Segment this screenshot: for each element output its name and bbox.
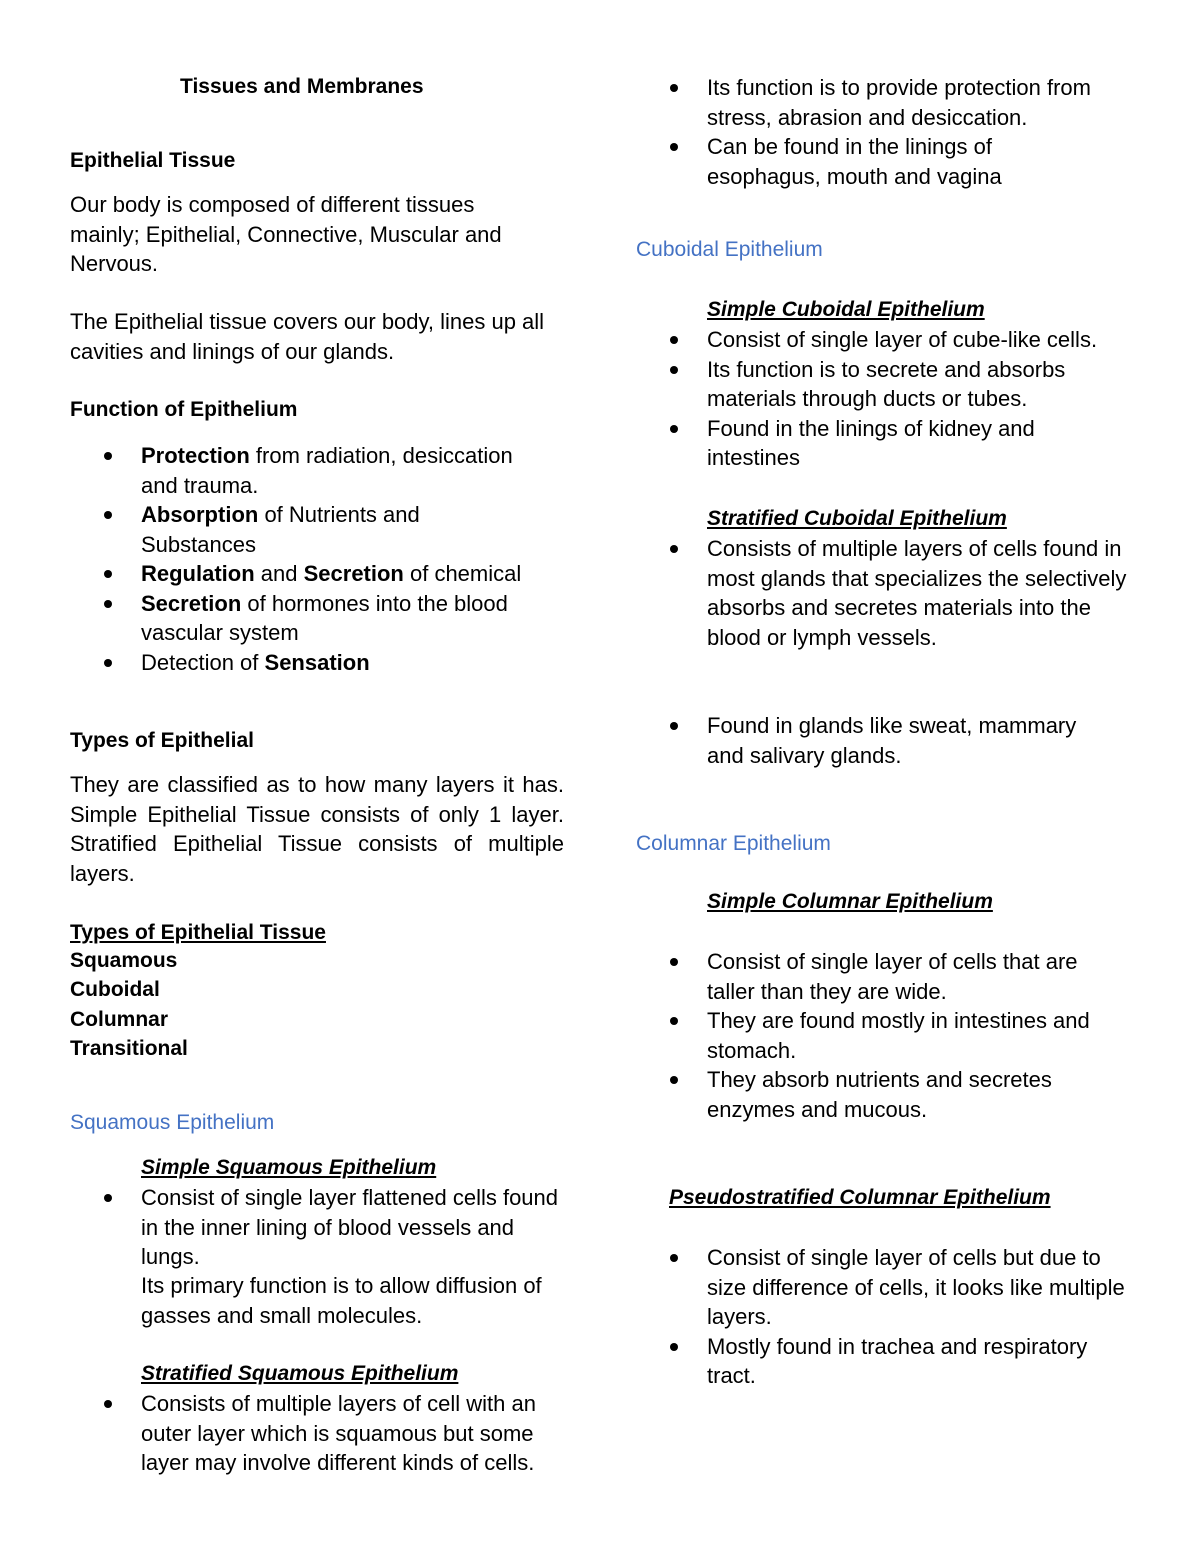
list-item [636,1332,1127,1391]
function-text: of chemical [403,561,522,586]
list-item [70,648,551,678]
intro-paragraph-2: The Epithelial tissue covers our body, lines up all cavities and linings of our glands. [70,309,545,364]
list-item-text: They are found mostly in intestines and stomach. [707,1008,1090,1063]
list-item-text: Found in glands like sweat, mammary and salivary glands. [707,713,1077,768]
list-item [636,534,1132,652]
types-tissue-heading: Types of Epithelial Tissue [70,921,326,944]
pseudostratified-list [636,1243,1156,1391]
type-transitional: Transitional [70,1037,188,1060]
squamous-heading: Squamous Epithelium [70,1111,275,1134]
types-heading: Types of Epithelial [70,729,254,752]
list-item-text: Consists of multiple layers of cell with an outer layer which is squamous but some layer may involve different kinds of cells. [141,1391,536,1475]
function-text: Detection of [141,649,265,675]
function-text: of Nutrients and Substances [141,502,420,557]
pseudostratified-heading: Pseudostratified Columnar Epithelium [669,1186,1051,1209]
list-item [70,500,481,559]
simple-cuboidal-list [636,325,1156,473]
epithelial-tissue-heading: Epithelial Tissue [70,149,236,172]
list-item-text: Found in the linings of kidney and intestines [707,415,1035,470]
list-item [636,73,1127,132]
list-item [636,1006,1127,1065]
columnar-heading: Columnar Epithelium [636,832,831,855]
function-text: of hormones into the blood vascular system [141,590,508,645]
list-item [636,711,1117,770]
function-text: and [254,561,304,586]
list-item [70,1183,566,1272]
types-paragraph: They are classified as to how many layers it has. Simple Epithelial Tissue consists of only 1 layer. Stratified Epithelial Tissue consists of multiple layers. [70,772,564,886]
list-item [70,589,551,648]
simple-columnar-heading: Simple Columnar Epithelium [707,890,993,913]
list-item-text: Its function is to secrete and absorbs materials through ducts or tubes. [707,356,1066,411]
list-item [636,1065,1107,1124]
list-item [70,1389,566,1478]
list-item [636,947,1112,1006]
list-item [636,414,1077,473]
function-bold-term: Regulation [141,561,255,586]
simple-columnar-list [636,947,1156,1124]
stratified-squamous-list [70,1389,570,1478]
list-item-text: Consist of single layer of cube-like cells. [707,327,1098,352]
function-bold-term: Protection [141,443,250,468]
intro-paragraph-1: Our body is composed of different tissues mainly; Epithelial, Connective, Muscular and Nervous. [70,192,502,276]
list-item [636,1243,1137,1332]
list-item [70,559,561,589]
type-squamous: Squamous [70,949,178,972]
simple-squamous-heading: Simple Squamous Epithelium [141,1156,437,1179]
function-bold-term: Absorption [141,502,259,527]
function-list [70,441,570,677]
stratified-cuboidal-list [636,534,1156,652]
list-item [636,325,1152,355]
list-item-text: Mostly found in trachea and respiratory tract. [707,1333,1088,1388]
list-item-text: Its function is to provide protection from stress, abrasion and desiccation. [707,75,1091,130]
type-columnar: Columnar [70,1008,169,1031]
stratified-cuboidal-list-2 [636,711,1156,770]
page-title: Tissues and Membranes [180,75,424,98]
function-bold-term: Secretion [141,590,242,616]
list-item-text: Consist of single layer of cells that are taller than they are wide. [707,949,1078,1004]
list-item-text: Can be found in the linings of esophagus, mouth and vagina [707,134,1002,189]
function-bold-term: Secretion [303,561,404,586]
function-bold-term: Sensation [264,649,370,675]
list-item-text: Consist of single layer flattened cells found in the inner lining of blood vessels and lungs. [141,1185,559,1269]
list-item [70,441,541,500]
squamous-continued-list [636,73,1156,191]
list-item-text: They absorb nutrients and secretes enzymes and mucous. [707,1067,1052,1122]
list-item [636,132,1047,191]
simple-cuboidal-heading: Simple Cuboidal Epithelium [707,298,985,321]
simple-squamous-list [70,1183,570,1272]
type-cuboidal: Cuboidal [70,978,160,1001]
list-item-text: Consists of multiple layers of cells found in most glands that specializes the selectively absorbs and secretes materials into the blood or lymph vessels. [707,536,1127,650]
cuboidal-heading: Cuboidal Epithelium [636,238,823,261]
function-heading: Function of Epithelium [70,398,298,421]
list-item [636,355,1107,414]
function-text: from radiation, desiccation and trauma. [141,443,513,498]
stratified-squamous-heading: Stratified Squamous Epithelium [141,1362,459,1385]
simple-squamous-extra: Its primary function is to allow diffusion of gasses and small molecules. [141,1273,542,1328]
stratified-cuboidal-heading: Stratified Cuboidal Epithelium [707,507,1007,530]
list-item-text: Consist of single layer of cells but due to size difference of cells, it looks like multiple layers. [707,1245,1125,1329]
